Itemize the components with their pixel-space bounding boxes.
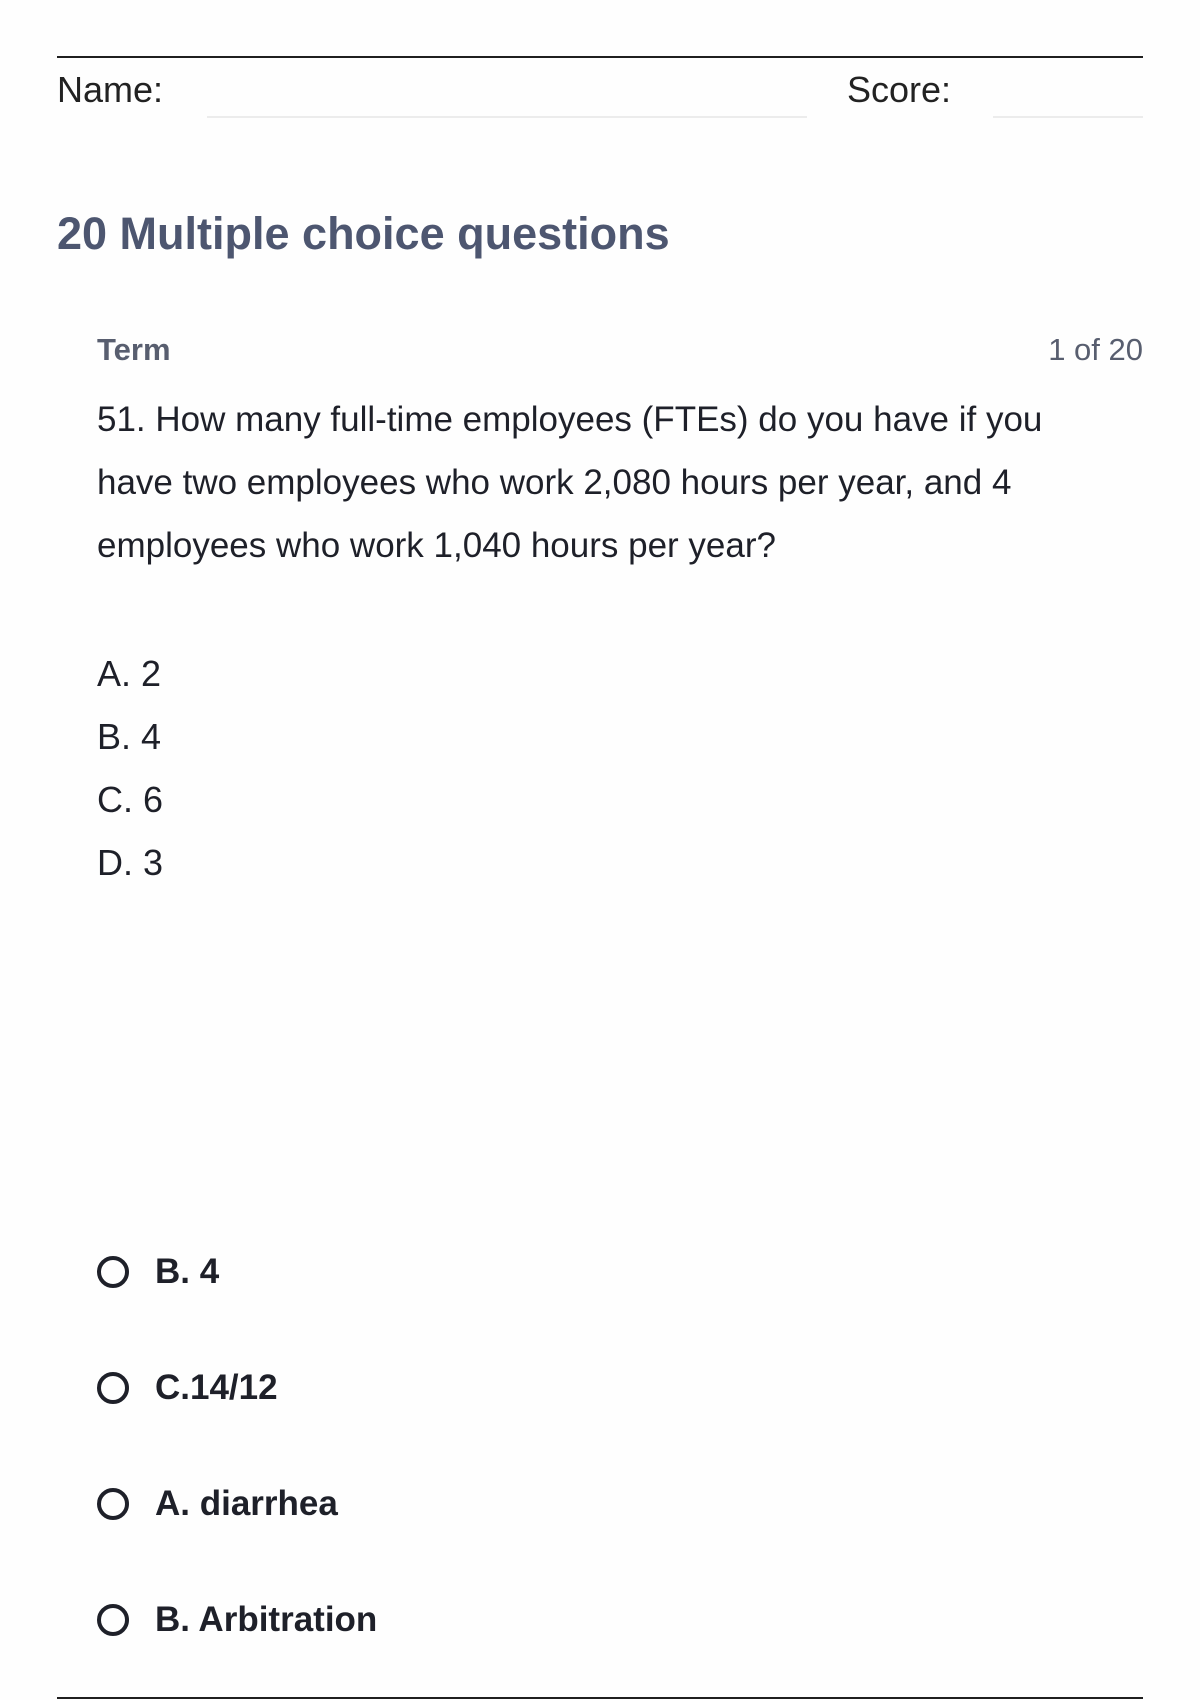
answer-label: A. diarrhea — [155, 1484, 338, 1523]
answer-label: B. 4 — [155, 1252, 220, 1291]
choice-item: A. 2 — [97, 653, 162, 694]
name-label: Name: — [57, 69, 164, 110]
radio-button-icon[interactable] — [97, 1256, 129, 1288]
radio-button-icon[interactable] — [97, 1604, 129, 1636]
radio-button-icon[interactable] — [97, 1488, 129, 1520]
choice-list — [97, 642, 163, 894]
answer-label: B. Arbitration — [155, 1600, 378, 1639]
score-field[interactable] — [993, 116, 1143, 118]
worksheet-header — [57, 68, 1143, 124]
term-label: Term — [97, 332, 171, 367]
name-field[interactable] — [207, 116, 807, 118]
top-rule — [57, 56, 1143, 58]
answer-option[interactable] — [97, 1250, 797, 1300]
question-counter: 1 of 20 — [1048, 332, 1143, 367]
answer-label: C.14/12 — [155, 1368, 278, 1407]
choice-item: B. 4 — [97, 716, 162, 757]
choice-item: C. 6 — [97, 779, 164, 820]
answer-option[interactable] — [97, 1482, 797, 1532]
question-text: 51. How many full-time employees (FTEs) do you have if you have two employees who work 2,080 hours per year, and 4 employees who work 1,040 hours per year? — [97, 400, 1043, 565]
score-label: Score: — [847, 69, 952, 110]
choice-item: D. 3 — [97, 842, 164, 883]
answer-option[interactable] — [97, 1366, 797, 1416]
section-title: 20 Multiple choice questions — [57, 208, 670, 259]
bottom-rule — [57, 1697, 1143, 1699]
radio-button-icon[interactable] — [97, 1372, 129, 1404]
answer-option[interactable] — [97, 1598, 797, 1648]
